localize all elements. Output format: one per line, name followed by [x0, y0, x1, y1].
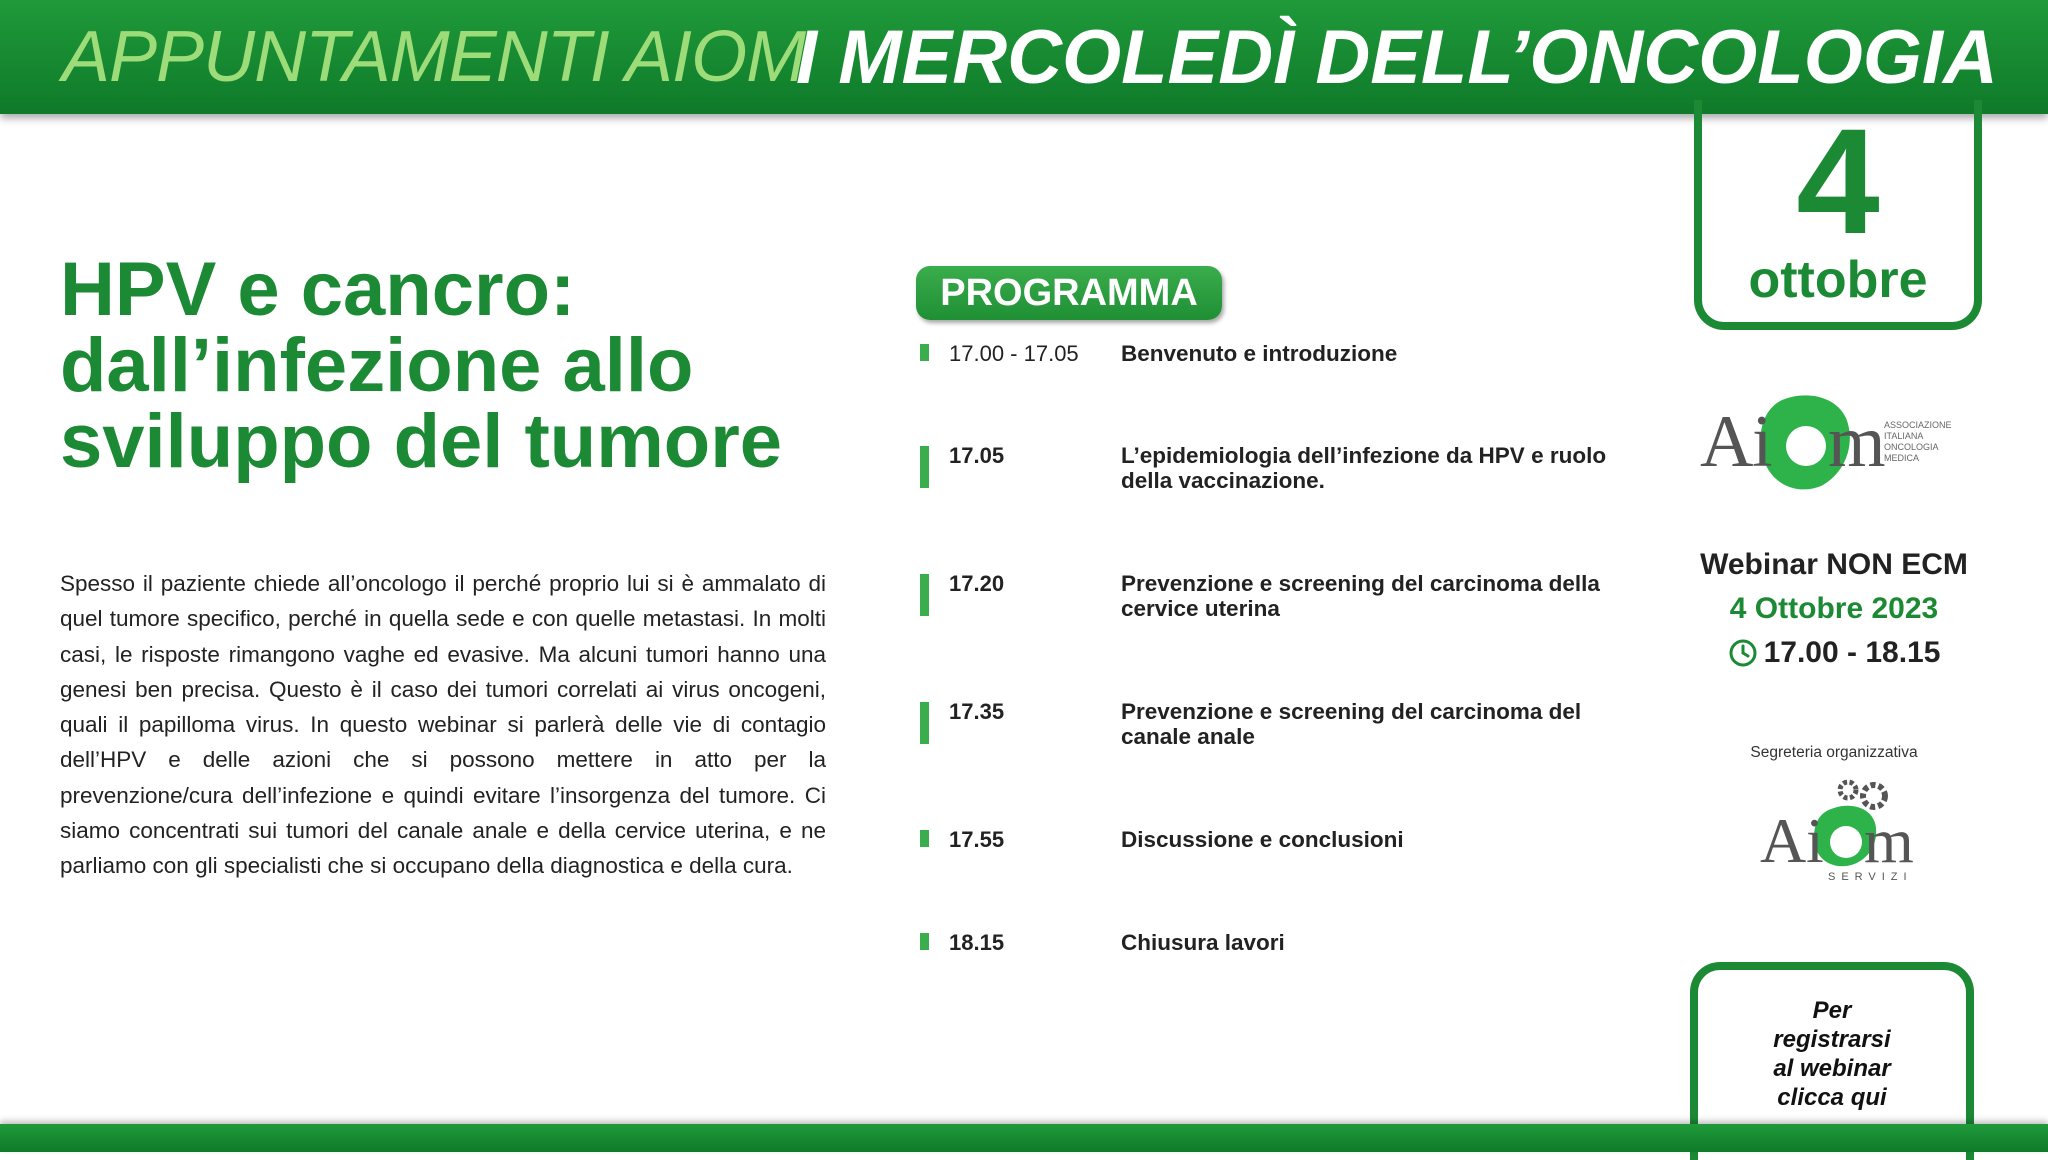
aiom-tagline-4: MEDICA	[1884, 453, 1920, 463]
banner-series-title: I MERCOLEDÌ DELL’ONCOLOGIA	[796, 15, 1998, 100]
program-time: 17.35	[949, 699, 1005, 724]
program-time: 18.15	[949, 930, 1005, 955]
program-bar	[920, 574, 929, 616]
page-title	[60, 247, 860, 484]
programma-badge: PROGRAMMA	[916, 266, 1222, 320]
banner-series-label: APPUNTAMENTI AIOM	[62, 17, 806, 97]
segreteria-label: Segreteria organizzativa	[1750, 744, 1918, 761]
aiom-tagline-2: ITALIANA	[1884, 431, 1924, 441]
top-banner	[0, 0, 2048, 114]
webinar-title: Webinar NON ECM	[1700, 548, 1968, 581]
program-title: Discussione e conclusioni	[1121, 827, 1404, 852]
webinar-time: 17.00 - 18.15	[1763, 636, 1941, 669]
clock-icon	[1728, 638, 1758, 668]
webinar-date: 4 Ottobre 2023	[1729, 592, 1939, 625]
title-line-2: dall’infezione allo	[60, 323, 694, 408]
program-title: Prevenzione e screening del carcinoma del canale anale	[1121, 699, 1582, 749]
date-month: ottobre	[1748, 251, 1928, 309]
aiom-logo-i: i	[1752, 401, 1773, 483]
program-time: 17.55	[949, 827, 1005, 852]
program-title: Chiusura lavori	[1121, 930, 1285, 955]
svg-text:A: A	[1760, 805, 1807, 876]
program-bar	[920, 830, 929, 847]
title-line-3: sviluppo del tumore	[60, 399, 783, 484]
aiom-logo-a: A	[1700, 401, 1754, 483]
program-time: 17.05	[949, 443, 1005, 468]
aiom-tagline-1: ASSOCIAZIONE	[1884, 420, 1952, 430]
aiom-servizi-logo	[1756, 776, 1926, 886]
register-line-4[interactable]: clicca qui	[1777, 1084, 1887, 1111]
aiom-logo	[1696, 388, 1960, 496]
aiom-tagline-3: ONCOLOGIA	[1884, 442, 1939, 452]
register-line-1[interactable]: Per	[1812, 997, 1852, 1024]
program-bar	[920, 702, 929, 744]
title-line-1: HPV e cancro:	[60, 247, 576, 332]
svg-text:m: m	[1864, 805, 1914, 876]
program-title: L’epidemiologia dell’infezione da HPV e ruolo della vaccinazione.	[1121, 443, 1607, 493]
program-bar	[920, 344, 929, 361]
register-line-3[interactable]: al webinar	[1773, 1055, 1891, 1082]
gears-icon	[1840, 782, 1885, 807]
program-bar	[920, 446, 929, 488]
program-title: Prevenzione e screening del carcinoma della cervice uterina	[1121, 571, 1600, 621]
webinar-time-row	[1640, 636, 2028, 670]
register-line-2[interactable]: registrarsi	[1773, 1026, 1891, 1053]
program-time: 17.20	[949, 571, 1005, 596]
servizi-label: SERVIZI	[1828, 871, 1913, 883]
date-box	[1694, 97, 1982, 330]
register-text[interactable]	[1698, 996, 1966, 1112]
program-bar	[920, 933, 929, 950]
date-day: 4	[1796, 97, 1880, 265]
svg-text:i: i	[1806, 805, 1824, 876]
aiom-logo-o	[1786, 426, 1826, 466]
program-time: 17.00 - 17.05	[949, 341, 1079, 366]
program-title: Benvenuto e introduzione	[1121, 341, 1398, 366]
bottom-banner	[0, 1124, 2048, 1152]
description-text: Spesso il paziente chiede all’oncologo il perché proprio lui si è ammalato di quel tumore specifico, perché in quella sede e con quelle metastasi. In molti casi, le risposte rimangono vaghe ed evasive. Ma alcuni tumori hanno una genesi ben precisa. Questo è il caso dei tumori correlati ai virus oncogeni, quali il papilloma virus. In questo webinar si parlerà delle vie di contagio dell’HPV e delle azioni che si possono mettere in atto per la prevenzione/cura dell’infezione e quindi evitare l’insorgenza del tumore. Ci siamo concentrati sui tumori del canale anale e della cervice uterina, e ne parliamo con gli specialisti che si occupano della diagnostica e della cura.	[60, 571, 826, 879]
aiom-logo-m: m	[1828, 401, 1886, 483]
